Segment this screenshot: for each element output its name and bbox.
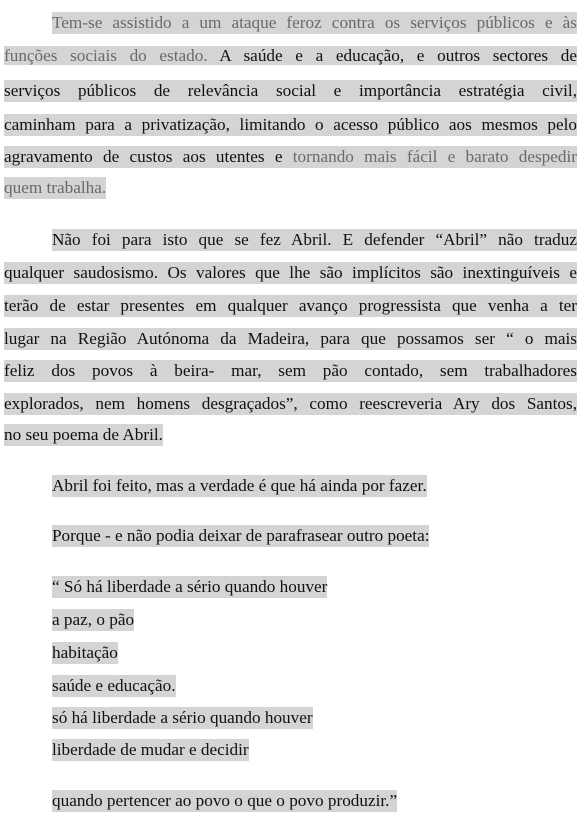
poem-line: “ Só há liberdade a sério quando houver xyxy=(52,577,328,596)
poem-line: liberdade de mudar e decidir xyxy=(52,740,249,759)
paragraph-1-line-5 xyxy=(4,146,577,168)
paragraph-1-line-5-text: agravamento de custos aos utentes e xyxy=(4,147,293,166)
paragraph-1-line-2-text: A saúde e a educação, e outros sectores de xyxy=(207,46,577,65)
poem-line: só há liberdade a sério quando houver xyxy=(52,708,313,727)
paragraph-2-line-1: Não foi para isto que se fez Abril. E defender “Abril” não traduz xyxy=(52,230,577,249)
paragraph-1-line-3: serviços públicos de relevância social e importância estratégia civil, xyxy=(4,81,577,100)
paragraph-2-line-2: qualquer saudosismo. Os valores que lhe são implícitos são inextinguíveis e xyxy=(4,263,577,282)
highlighted-phrase: funções sociais do estado. xyxy=(4,46,208,65)
poem-line: saúde e educação. xyxy=(52,676,176,695)
paragraph-1-line-1: Tem-se assistido a um ataque feroz contra os serviços públicos e às xyxy=(52,13,577,32)
poem-line: a paz, o pão xyxy=(52,610,135,629)
paragraph-1-line-2 xyxy=(4,45,577,67)
paragraph-2-line-3: terão de estar presentes em qualquer avanço progressista que venha a ter xyxy=(4,296,577,315)
highlighted-phrase: tornando mais fácil e barato despedir xyxy=(292,147,577,166)
paragraph-4: Porque - e não podia deixar de parafrasear outro poeta: xyxy=(52,526,430,545)
paragraph-1-line-6: quem trabalha. xyxy=(4,178,107,197)
paragraph-1-line-4: caminham para a privatização, limitando o acesso público aos mesmos pelo xyxy=(4,115,577,134)
poem-final-line: quando pertencer ao povo o que o povo produzir.” xyxy=(52,791,398,810)
poem-line: habitação xyxy=(52,643,118,662)
paragraph-2-line-5: feliz dos povos à beira- mar, sem pão contado, sem trabalhadores xyxy=(4,361,577,380)
paragraph-2-line-6: explorados, nem homens desgraçados”, como reescreveria Ary dos Santos, xyxy=(4,394,577,413)
paragraph-3: Abril foi feito, mas a verdade é que há ainda por fazer. xyxy=(52,476,427,495)
paragraph-2-line-7: no seu poema de Abril. xyxy=(4,425,163,444)
paragraph-2-line-4: lugar na Região Autónoma da Madeira, para que possamos ser “ o mais xyxy=(4,329,577,348)
